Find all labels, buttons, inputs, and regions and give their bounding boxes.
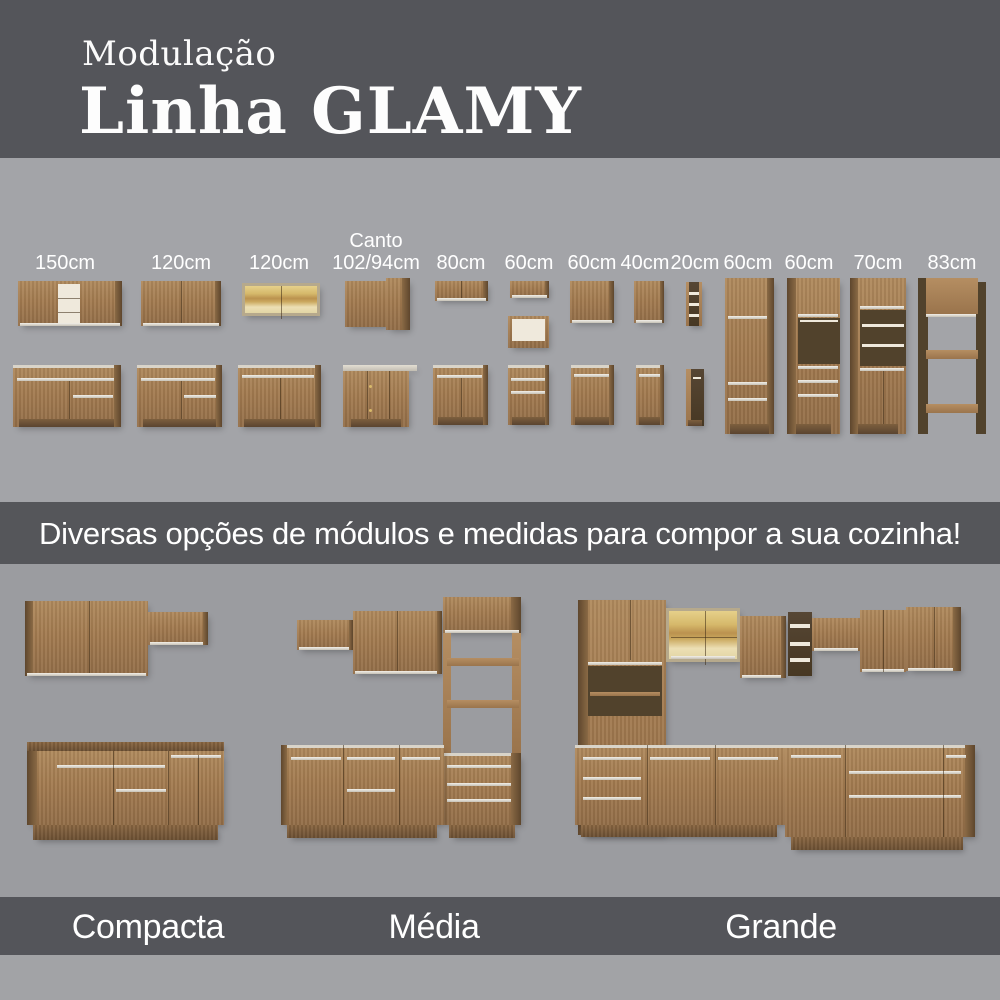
hinge-dot [369, 409, 372, 412]
plinth [143, 419, 216, 427]
door-seam [397, 611, 398, 674]
module-canto-base-cabinet [343, 371, 409, 427]
open-shelf-white [689, 314, 699, 317]
media-wall-cabinet-wide [353, 611, 442, 674]
door-seam [89, 601, 90, 676]
dark-niche [860, 310, 906, 366]
door-seam [845, 745, 846, 837]
grande-base-run-right [785, 745, 975, 837]
counter-edge [575, 745, 785, 748]
grande-wall-cabinet-right-b [906, 607, 961, 671]
side-panel [281, 745, 287, 825]
door-seam [399, 745, 400, 825]
side-panel [660, 281, 664, 323]
silver-handle [57, 765, 165, 768]
media-tower-base-drawers [443, 753, 521, 825]
silver-handle [650, 757, 710, 760]
module-size-label-80 [437, 252, 486, 274]
plinth [512, 417, 545, 425]
size-text: 20cm [670, 252, 720, 274]
side-panel [609, 365, 614, 425]
side-panel [315, 365, 321, 427]
silver-handle [347, 757, 395, 760]
module-80cm-wall-cabinet [435, 281, 488, 301]
wood-shelf [926, 278, 978, 314]
silver-handle [860, 306, 904, 309]
silver-handle [447, 799, 511, 802]
counter-edge [137, 365, 222, 368]
kitchen-label-grande: Grande [725, 908, 837, 946]
module-20cm-base-unit [686, 369, 704, 426]
grande-wall-cabinet-over-hood [812, 618, 860, 651]
compacta-wall-cabinet-right [148, 612, 208, 645]
wood-shelf [443, 633, 451, 753]
size-text: 102/94cm [332, 252, 420, 274]
side-panel [767, 278, 774, 434]
wood-shelf [686, 369, 691, 426]
size-text: Canto [349, 230, 403, 252]
silver-handle [798, 314, 838, 317]
module-size-label-83 [928, 252, 977, 274]
open-shelf-white [693, 377, 701, 379]
module-83cm-open-frame-unit [918, 278, 986, 434]
door-seam [280, 378, 281, 419]
silver-handle [291, 757, 341, 760]
bottom-light-strip [908, 668, 959, 671]
module-40cm-base-cabinet [636, 365, 664, 425]
counter-edge [433, 365, 488, 368]
counter-edge [571, 365, 614, 368]
plinth [575, 417, 610, 425]
size-text: 60cm [784, 252, 834, 274]
counter-edge [443, 753, 521, 756]
bottom-light-strip [636, 320, 662, 323]
door-seam [943, 745, 944, 837]
module-60cm-low-wall-cabinet [510, 281, 549, 298]
open-shelf-white [862, 324, 904, 327]
module-size-label-40 [621, 252, 670, 274]
silver-handle [511, 391, 545, 394]
wood-shelf [447, 700, 519, 708]
silver-handle [574, 374, 610, 377]
open-shelf-white [790, 624, 810, 628]
side-panel [609, 281, 614, 323]
module-40cm-wall-cabinet [634, 281, 664, 323]
open-shelf-white [512, 319, 545, 341]
door-seam [343, 745, 344, 825]
kitchen-label-media: Média [388, 908, 480, 946]
door-seam [168, 751, 169, 825]
bottom-light-strip [572, 320, 612, 323]
grande-base-right-plinth [791, 837, 963, 850]
module-size-label-70 [854, 252, 903, 274]
side-panel [781, 616, 786, 678]
side-panel [216, 365, 222, 427]
silver-handle [791, 755, 841, 758]
open-shelf-white [689, 292, 699, 295]
counter-edge [238, 365, 321, 368]
wood-shelf [926, 350, 978, 359]
module-60cm-open-niche-box [508, 316, 549, 348]
silver-handle [402, 757, 440, 760]
module-120cm-base-cabinet [137, 365, 222, 427]
module-120cm-glass-wall-cabinet [242, 283, 320, 316]
media-wall-cabinet-small [297, 620, 353, 650]
module-size-label-60c [724, 252, 773, 274]
module-60cm-tall-oven-tower [787, 278, 840, 434]
silver-handle [860, 368, 904, 371]
side-panel [787, 278, 796, 434]
size-text: 80cm [436, 252, 486, 274]
module-canto-wall-cabinet-a [345, 281, 387, 327]
module-60cm-drawer-base-cabinet [508, 365, 549, 425]
silver-handle [718, 757, 778, 760]
module-size-label-60d [785, 252, 834, 274]
wood-shelf [699, 282, 702, 326]
grande-base-left-plinth [581, 825, 777, 837]
module-20cm-open-shelf-unit [686, 282, 702, 326]
module-size-label-60b [568, 252, 617, 274]
side-panel [965, 745, 975, 837]
silver-handle [184, 395, 216, 398]
module-size-label-20 [671, 252, 720, 274]
side-panel [511, 753, 521, 825]
side-panel [545, 365, 549, 425]
header-kicker: Modulação [82, 34, 277, 74]
silver-handle [798, 366, 838, 369]
page-title: Linha GLAMY [79, 74, 582, 149]
silver-handle [141, 378, 215, 381]
door-seam [647, 745, 648, 825]
silver-handle [849, 771, 961, 774]
hinge-dot [369, 385, 372, 388]
silver-handle [447, 783, 511, 786]
side-panel [215, 281, 221, 326]
grande-wall-cabinet-mid [740, 616, 786, 678]
silver-handle [588, 662, 662, 665]
size-text: 60cm [567, 252, 617, 274]
door-seam [281, 286, 282, 319]
shelf-seam [58, 298, 80, 299]
wood-shelf [590, 692, 660, 696]
silver-handle [116, 789, 166, 792]
counter-edge [13, 365, 121, 368]
plinth [19, 419, 115, 427]
silver-handle [798, 394, 838, 397]
side-panel [27, 751, 37, 825]
side-panel [660, 365, 664, 425]
media-tower-open-shelves [443, 633, 521, 753]
open-shelf-white [790, 658, 810, 662]
media-base-plinth [287, 825, 437, 838]
module-150cm-wall-cabinet [18, 281, 122, 326]
bottom-light-strip [814, 648, 858, 651]
door-seam [883, 610, 884, 672]
door-seam [69, 381, 70, 419]
door-seam [934, 607, 935, 671]
side-panel [114, 365, 121, 427]
size-text: 60cm [723, 252, 773, 274]
side-panel [115, 281, 122, 326]
silver-handle [583, 777, 641, 780]
module-size-label-120a [151, 252, 211, 274]
bottom-light-strip [27, 673, 146, 676]
silver-handle [437, 375, 482, 378]
open-shelf-white [790, 642, 810, 646]
size-text: 150cm [34, 252, 96, 274]
bottom-light-strip [355, 671, 440, 674]
bottom-light-strip [512, 295, 547, 298]
door-seam [113, 751, 114, 825]
silver-handle [242, 375, 314, 378]
bottom-light-strip [437, 298, 486, 301]
size-text: 83cm [927, 252, 977, 274]
dark-niche [588, 666, 662, 716]
plinth [730, 424, 769, 434]
side-panel [953, 607, 961, 671]
door-seam [715, 745, 716, 825]
open-shelf-white [689, 303, 699, 306]
slogan-text: Diversas opções de módulos e medidas para compor a sua cozinha! [39, 516, 961, 551]
door-seam [883, 371, 884, 424]
wood-shelf [926, 404, 978, 413]
module-70cm-tall-cabinet [850, 278, 906, 434]
counter-edge [785, 745, 975, 748]
kitchen-label-compacta: Compacta [71, 908, 225, 946]
module-60cm-wall-cabinet [570, 281, 614, 323]
media-tower-plinth [449, 825, 515, 838]
bottom-light-strip [150, 642, 206, 645]
silver-handle [946, 755, 966, 758]
dark-niche [798, 318, 840, 364]
compacta-plinth [33, 825, 218, 840]
grande-corner-open-shelves [788, 612, 812, 676]
silver-handle [583, 797, 641, 800]
counter-edge [508, 365, 549, 368]
door-seam [181, 381, 182, 419]
silver-handle [639, 374, 660, 377]
silver-handle [728, 382, 768, 385]
module-canto-wall-cabinet-b [386, 278, 410, 330]
side-panel [402, 278, 410, 330]
wood-shelf [447, 658, 519, 666]
wood-shelf [512, 633, 521, 753]
bottom-light-strip [20, 323, 120, 326]
size-text: 40cm [620, 252, 670, 274]
silver-handle [849, 795, 961, 798]
plinth [796, 424, 831, 434]
module-size-label-60a [505, 252, 554, 274]
silver-handle [17, 378, 114, 381]
media-tower-top-box [443, 597, 521, 633]
plinth [639, 417, 661, 425]
shelf-seam [58, 312, 80, 313]
bottom-strip [0, 955, 1000, 1000]
side-panel [203, 612, 208, 645]
bottom-light-strip [143, 323, 219, 326]
module-size-label-canto [332, 230, 420, 274]
grande-glass-wall-cabinet [666, 608, 740, 662]
silver-handle [171, 755, 221, 758]
door-seam [630, 600, 631, 660]
module-60cm-tall-pantry [725, 278, 774, 434]
module-60cm-door-base-cabinet [571, 365, 614, 425]
side-panel [511, 597, 521, 633]
bottom-light-strip [299, 647, 351, 650]
compacta-countertop [27, 742, 224, 751]
module-120cm-wall-cabinet [141, 281, 221, 326]
silver-handle [798, 380, 838, 383]
counter-edge [281, 745, 444, 748]
side-panel [850, 278, 858, 434]
module-size-label-120b [249, 252, 309, 274]
open-shelf-white [58, 284, 80, 323]
silver-handle [583, 757, 641, 760]
module-80cm-base-cabinet [433, 365, 488, 425]
open-shelf-white [800, 320, 838, 322]
size-text: 120cm [150, 252, 212, 274]
size-text: 60cm [504, 252, 554, 274]
module-150cm-base-cabinet [13, 365, 121, 427]
door-seam [198, 755, 199, 825]
open-shelf-white [862, 344, 904, 347]
plinth [858, 424, 898, 434]
module-size-label-150 [35, 252, 95, 274]
silver-handle [511, 378, 545, 381]
compacta-wall-cabinet-left [25, 601, 148, 676]
bottom-light-strip [671, 656, 735, 659]
silver-handle [728, 316, 768, 319]
plinth [688, 420, 702, 426]
grande-wall-cabinet-right-a [860, 610, 906, 672]
side-panel [25, 601, 33, 676]
plinth [438, 417, 483, 425]
size-text: 120cm [248, 252, 310, 274]
compacta-base-cabinet [27, 751, 224, 825]
size-text: 70cm [853, 252, 903, 274]
silver-handle [728, 398, 768, 401]
side-panel [483, 365, 488, 425]
shelf-seam [671, 637, 737, 638]
silver-handle [347, 789, 395, 792]
door-seam [181, 281, 182, 326]
plinth [351, 419, 401, 427]
media-base-run [281, 745, 444, 825]
silver-handle [73, 395, 113, 398]
side-panel [437, 611, 442, 674]
door-seam [461, 378, 462, 417]
silver-handle [447, 765, 511, 768]
bottom-light-strip [742, 675, 784, 678]
silver-handle [926, 314, 976, 317]
grande-base-run-left [575, 745, 785, 825]
plinth [244, 419, 315, 427]
module-120cm-glass-base-cabinet [238, 365, 321, 427]
